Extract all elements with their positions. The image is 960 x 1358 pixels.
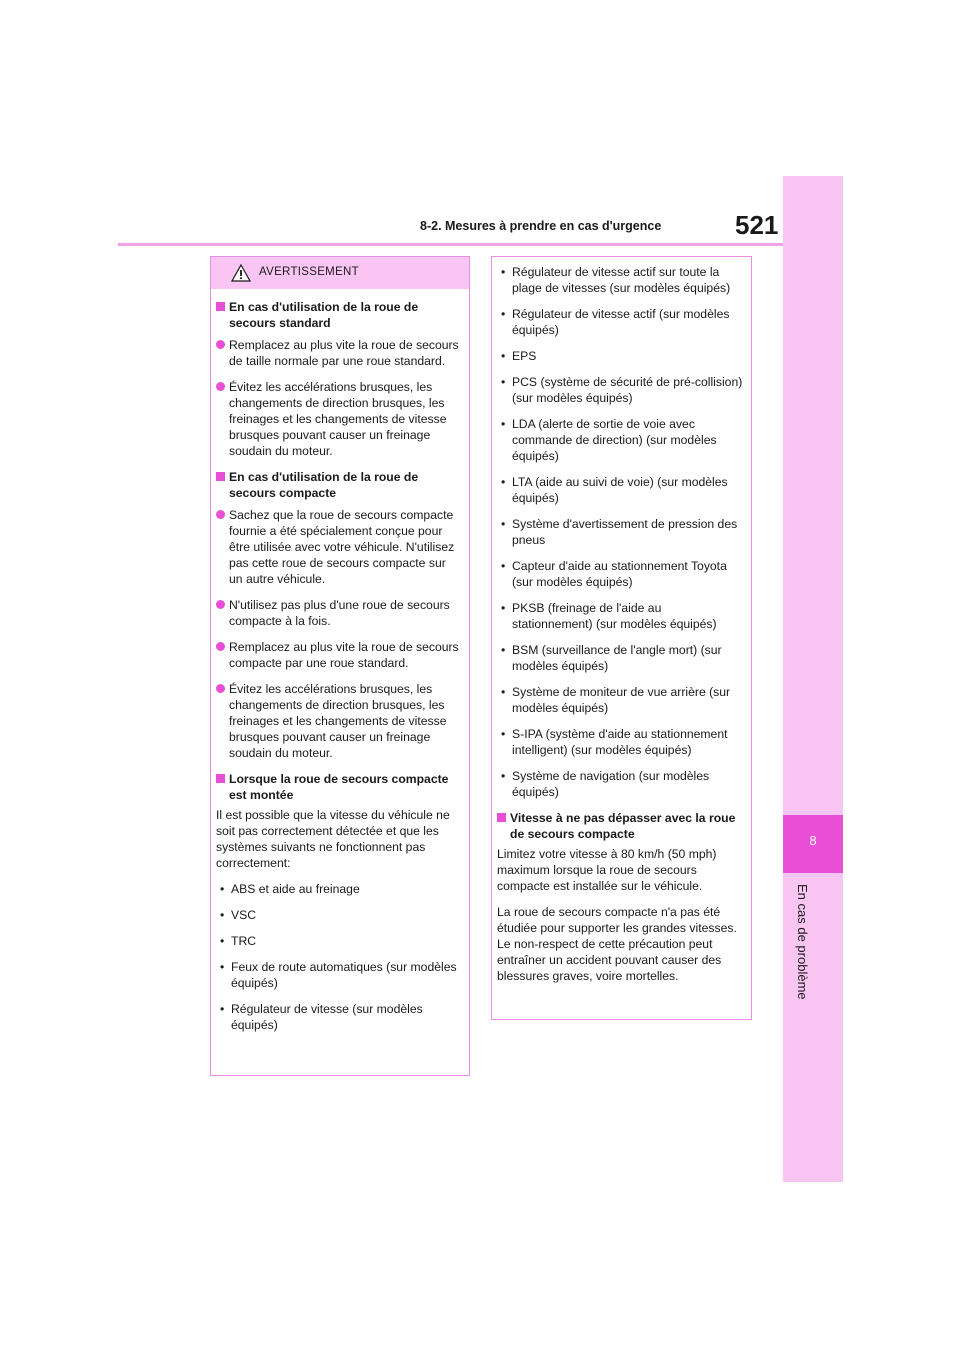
paragraph: Il est possible que la vitesse du véhicule ne soit pas correctement détectée et que les systèmes suivants ne fonctionnent pas correctement: bbox=[216, 808, 450, 870]
list-item: • TRC bbox=[216, 933, 462, 949]
list-item: • Régulateur de vitesse actif sur toute la plage de vitesses (sur modèles équipés) bbox=[497, 264, 744, 296]
circle-bullet-icon bbox=[216, 642, 225, 651]
list-item: Évitez les accélérations brusques, les changements de direction brusques, les freinages et les changements de vitesse brusques pouvant causer un freinage soudain du moteur. bbox=[216, 681, 462, 761]
circle-bullet-icon bbox=[216, 382, 225, 391]
warning-label: AVERTISSEMENT bbox=[259, 266, 359, 278]
header-rule bbox=[118, 243, 783, 246]
list-item: • LTA (aide au suivi de voie) (sur modèles équipés) bbox=[497, 474, 744, 506]
circle-bullet-icon bbox=[216, 510, 225, 519]
square-bullet-icon bbox=[216, 302, 225, 311]
page-number: 521 bbox=[735, 210, 779, 240]
list-item: • Capteur d'aide au stationnement Toyota (sur modèles équipés) bbox=[497, 558, 744, 590]
list-item: • PKSB (freinage de l'aide au stationnement) (sur modèles équipés) bbox=[497, 600, 744, 632]
section-heading: Vitesse à ne pas dépasser avec la roue de secours compacte bbox=[497, 810, 744, 842]
section-heading: Lorsque la roue de secours compacte est montée bbox=[216, 771, 462, 803]
chapter-title: En cas de problème bbox=[795, 884, 810, 1000]
warning-box-left bbox=[210, 256, 470, 1076]
paragraph: Limitez votre vitesse à 80 km/h (50 mph) maximum lorsque la roue de secours compacte est installée sur le véhicule. bbox=[497, 847, 717, 893]
warning-box-right bbox=[491, 256, 752, 1020]
square-bullet-icon bbox=[216, 774, 225, 783]
list-item: • VSC bbox=[216, 907, 462, 923]
list-item: N'utilisez pas plus d'une roue de secours compacte à la fois. bbox=[216, 597, 462, 629]
list-item: Remplacez au plus vite la roue de secours compacte par une roue standard. bbox=[216, 639, 462, 671]
square-bullet-icon bbox=[497, 813, 506, 822]
list-item: • LDA (alerte de sortie de voie avec commande de direction) (sur modèles équipés) bbox=[497, 416, 744, 464]
list-item: • Système d'avertissement de pression des pneus bbox=[497, 516, 744, 548]
paragraph: La roue de secours compacte n'a pas été étudiée pour supporter les grandes vitesses. Le non-respect de cette précaution peut entraîner un accident pouvant causer des blessures graves, voire mortelles. bbox=[497, 905, 737, 983]
list-item: • Système de moniteur de vue arrière (sur modèles équipés) bbox=[497, 684, 744, 716]
warning-triangle-icon bbox=[231, 264, 251, 282]
list-item: • Régulateur de vitesse (sur modèles équipés) bbox=[216, 1001, 462, 1033]
list-item: • BSM (surveillance de l'angle mort) (sur modèles équipés) bbox=[497, 642, 744, 674]
list-item: Remplacez au plus vite la roue de secours de taille normale par une roue standard. bbox=[216, 337, 462, 369]
list-item: Évitez les accélérations brusques, les changements de direction brusques, les freinages et les changements de vitesse brusques pouvant causer un freinage soudain du moteur. bbox=[216, 379, 462, 459]
circle-bullet-icon bbox=[216, 684, 225, 693]
section-heading: En cas d'utilisation de la roue de secours standard bbox=[216, 299, 462, 331]
list-item: • Système de navigation (sur modèles équipés) bbox=[497, 768, 744, 800]
section-heading: En cas d'utilisation de la roue de secours compacte bbox=[216, 469, 462, 501]
circle-bullet-icon bbox=[216, 340, 225, 349]
warning-header bbox=[211, 257, 469, 289]
chapter-side-tab bbox=[783, 176, 843, 1182]
list-item: • ABS et aide au freinage bbox=[216, 881, 462, 897]
list-item: • Feux de route automatiques (sur modèles équipés) bbox=[216, 959, 462, 991]
chapter-number: 8 bbox=[809, 833, 817, 848]
list-item: • PCS (système de sécurité de pré-collision) (sur modèles équipés) bbox=[497, 374, 744, 406]
section-title: 8-2. Mesures à prendre en cas d'urgence bbox=[420, 219, 662, 233]
list-item: • S-IPA (système d'aide au stationnement intelligent) (sur modèles équipés) bbox=[497, 726, 744, 758]
list-item: • EPS bbox=[497, 348, 744, 364]
list-item: • Régulateur de vitesse actif (sur modèles équipés) bbox=[497, 306, 744, 338]
circle-bullet-icon bbox=[216, 600, 225, 609]
square-bullet-icon bbox=[216, 472, 225, 481]
list-item: Sachez que la roue de secours compacte fournie a été spécialement conçue pour être utilisée avec votre véhicule. N'utilisez pas cette roue de secours compacte sur un autre véhicule. bbox=[216, 507, 462, 587]
